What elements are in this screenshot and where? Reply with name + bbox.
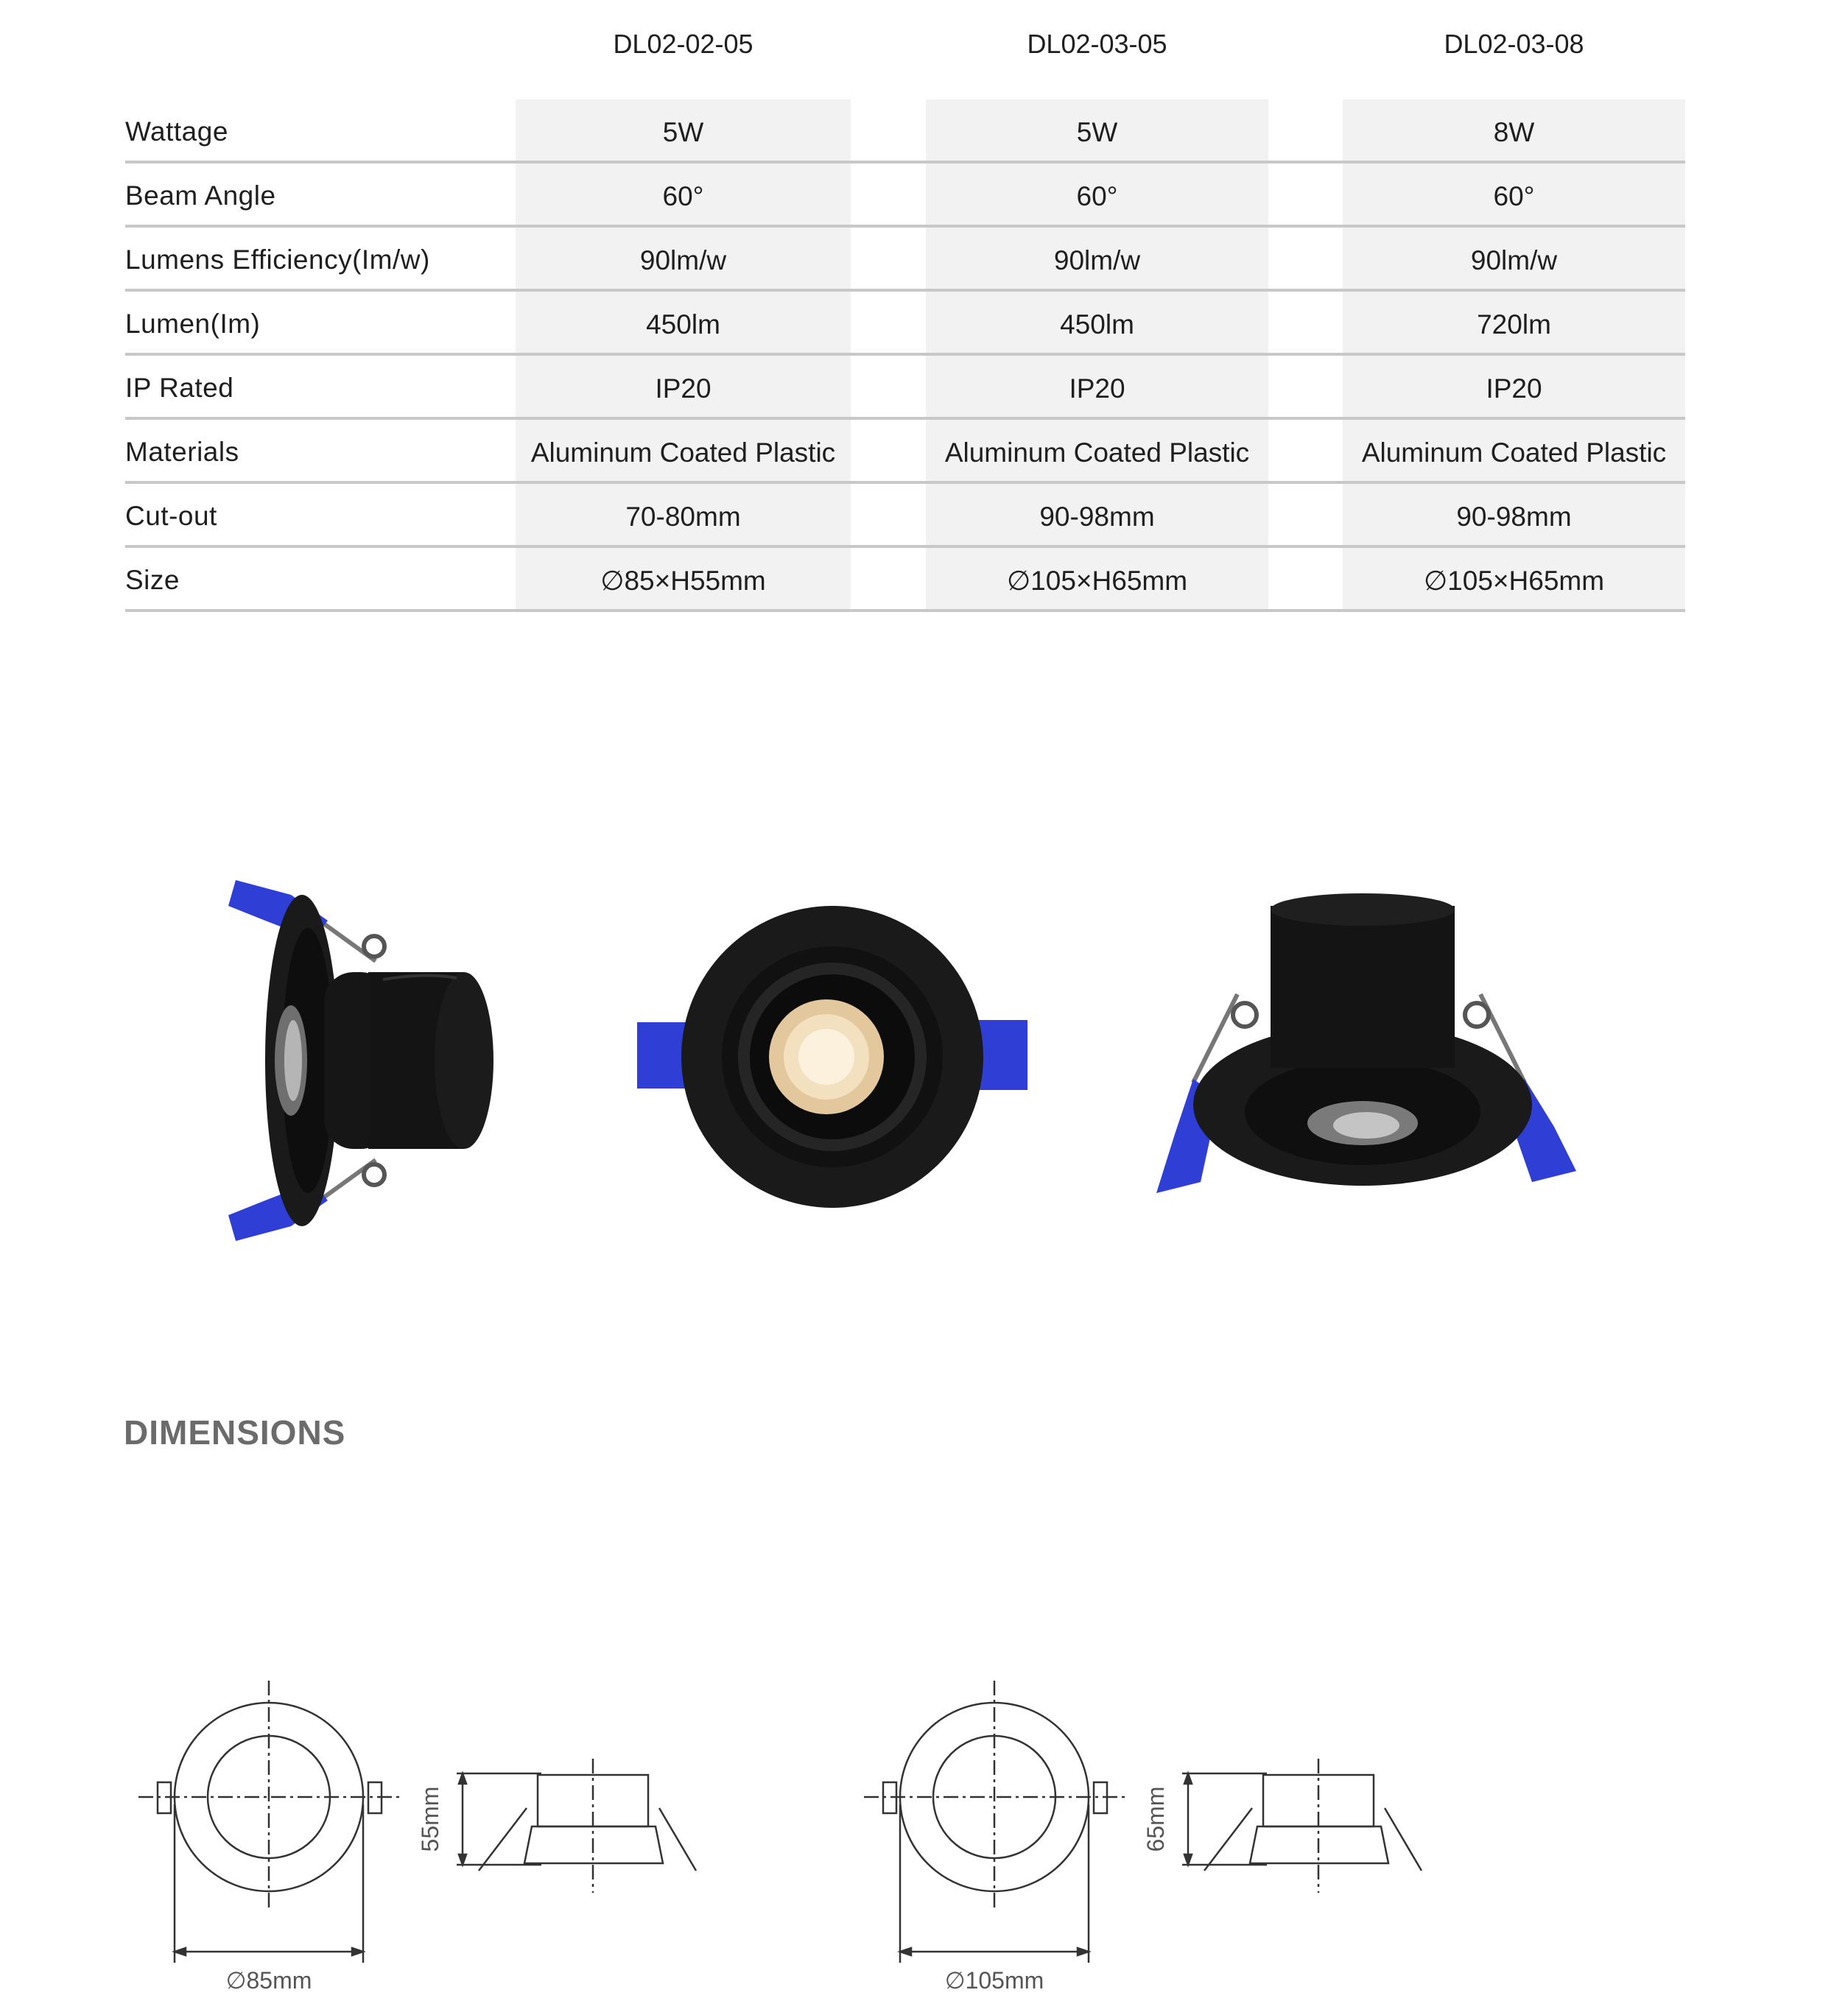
spec-value: 450lm bbox=[1060, 309, 1134, 340]
spec-label: Size bbox=[125, 565, 180, 595]
spec-value: 60° bbox=[1493, 181, 1535, 211]
spec-value: ∅105×H65mm bbox=[1423, 566, 1605, 596]
spec-value: Aluminum Coated Plastic bbox=[944, 437, 1250, 468]
height-label: 55mm bbox=[417, 1786, 443, 1852]
downlight-side-view-image bbox=[221, 862, 501, 1259]
spec-value: IP20 bbox=[655, 373, 712, 404]
spec-value: 90-98mm bbox=[1039, 502, 1155, 532]
spec-value: IP20 bbox=[1486, 373, 1542, 404]
spec-row-size bbox=[125, 548, 1685, 612]
spec-value: 90lm/w bbox=[1470, 245, 1558, 275]
diameter-label: ∅85mm bbox=[225, 1967, 312, 1994]
dimension-drawing-105mm bbox=[851, 1650, 1440, 1996]
spec-value: Aluminum Coated Plastic bbox=[530, 437, 836, 468]
spec-row-cut-out bbox=[125, 484, 1685, 548]
diameter-label: ∅105mm bbox=[944, 1967, 1044, 1994]
spec-value: 90lm/w bbox=[639, 245, 727, 275]
spec-label: Wattage bbox=[125, 116, 228, 147]
spec-value: 8W bbox=[1493, 117, 1535, 147]
spec-value: ∅105×H65mm bbox=[1006, 566, 1188, 596]
spec-value: 60° bbox=[662, 181, 704, 211]
spec-label: Lumen(Im) bbox=[125, 309, 261, 339]
spec-label: Materials bbox=[125, 437, 239, 467]
dimensions-title: DIMENSIONS bbox=[124, 1413, 346, 1452]
spec-value: IP20 bbox=[1069, 373, 1125, 404]
spec-label: Beam Angle bbox=[125, 180, 276, 211]
spec-row-lumens-efficiency bbox=[125, 228, 1685, 292]
spec-row-wattage bbox=[125, 99, 1685, 163]
model-header-2: DL02-03-05 bbox=[1027, 29, 1167, 59]
spec-row-beam-angle bbox=[125, 163, 1685, 228]
spec-row-materials bbox=[125, 420, 1685, 484]
spec-value: 720lm bbox=[1477, 309, 1551, 340]
spec-value: Aluminum Coated Plastic bbox=[1361, 437, 1667, 468]
spec-value: 5W bbox=[1076, 117, 1118, 147]
spec-value: 90lm/w bbox=[1053, 245, 1141, 275]
model-header-1: DL02-02-05 bbox=[613, 29, 753, 59]
spec-value: 90-98mm bbox=[1456, 502, 1572, 532]
spec-value: 60° bbox=[1076, 181, 1118, 211]
downlight-angled-view-image bbox=[1149, 891, 1591, 1208]
spec-label: Cut-out bbox=[125, 501, 217, 531]
spec-value: 5W bbox=[662, 117, 704, 147]
spec-label: IP Rated bbox=[125, 373, 234, 403]
height-label: 65mm bbox=[1142, 1786, 1169, 1852]
model-header-3: DL02-03-08 bbox=[1444, 29, 1584, 59]
spec-value: 70-80mm bbox=[625, 502, 741, 532]
downlight-front-view-image bbox=[633, 899, 1031, 1215]
spec-row-ip-rated bbox=[125, 356, 1685, 420]
dimension-drawing-85mm bbox=[125, 1650, 714, 1996]
spec-value: ∅85×H55mm bbox=[600, 566, 766, 596]
spec-label: Lumens Efficiency(Im/w) bbox=[125, 245, 430, 275]
spec-value: 450lm bbox=[646, 309, 720, 340]
spec-row-lumen bbox=[125, 292, 1685, 356]
